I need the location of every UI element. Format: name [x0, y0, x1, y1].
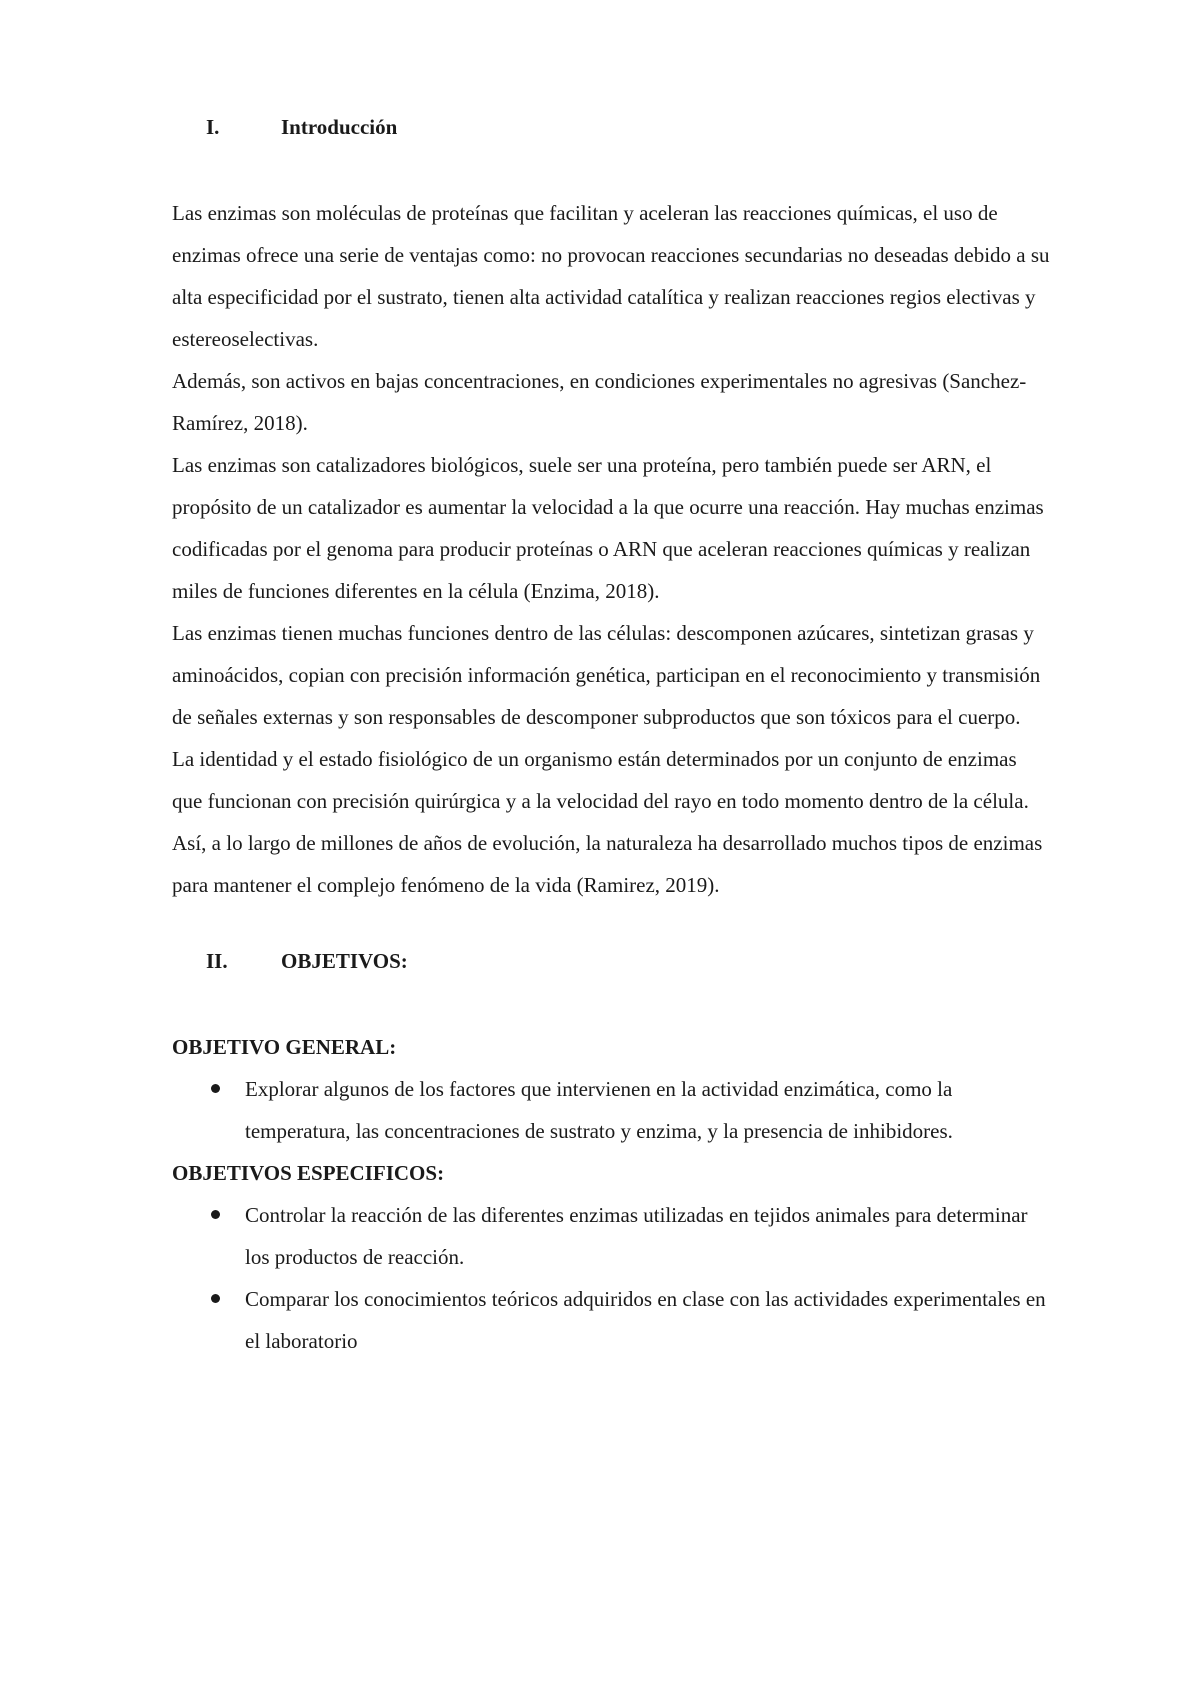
- bullet-icon: [211, 1210, 220, 1219]
- bullet-icon: [211, 1084, 220, 1093]
- section-heading-introduccion: [172, 112, 1052, 142]
- general-objective-heading: OBJETIVO GENERAL:: [172, 1035, 397, 1059]
- section-heading-objetivos: [172, 946, 1052, 976]
- paragraph: Además, son activos en bajas concentraciones, en condiciones experimentales no agresivas (Sanchez- Ramírez, 2018).: [172, 369, 1027, 435]
- introduction-text: [172, 192, 1052, 906]
- general-objective-list: [172, 1068, 1052, 1152]
- list-item-text: Controlar la reacción de las diferentes enzimas utilizadas en tejidos animales para determinar los productos de reacción.: [245, 1203, 1028, 1269]
- paragraph: Las enzimas tienen muchas funciones dentro de las células: descomponen azúcares, sintetizan grasas y aminoácidos, copian con precisión información genética, participan en el reconocimiento y transmisión de señales externas y son responsables de descomponer subproductos que son tóxicos para el cuerpo.: [172, 621, 1041, 729]
- paragraph: La identidad y el estado fisiológico de un organismo están determinados por un conjunto de enzimas que funcionan con precisión quirúrgica y a la velocidad del rayo en todo momento dentro de la célula.: [172, 747, 1029, 813]
- section-title: OBJETIVOS:: [281, 949, 408, 973]
- section-number: II.: [206, 949, 228, 973]
- section-title: Introducción: [281, 115, 398, 139]
- list-item: [172, 1068, 1052, 1152]
- document-body: [172, 112, 1052, 1362]
- specific-objectives-list: [172, 1194, 1052, 1362]
- section-number: I.: [206, 115, 220, 139]
- paragraph: Así, a lo largo de millones de años de evolución, la naturaleza ha desarrollado muchos tipos de enzimas para mantener el complejo fenómeno de la vida (Ramirez, 2019).: [172, 831, 1043, 897]
- bullet-icon: [211, 1294, 220, 1303]
- list-item-text: Comparar los conocimientos teóricos adquiridos en clase con las actividades experimentales en el laboratorio: [245, 1287, 1046, 1353]
- paragraph: Las enzimas son moléculas de proteínas que facilitan y aceleran las reacciones químicas, el uso de enzimas ofrece una serie de ventajas como: no provocan reacciones secundarias no deseadas debido a su alta especificidad por el sustrato, tienen alta actividad catalítica y realizan reacciones regios electivas y estereoselectivas.: [172, 201, 1050, 351]
- paragraph: Las enzimas son catalizadores biológicos, suele ser una proteína, pero también puede ser ARN, el propósito de un catalizador es aumentar la velocidad a la que ocurre una reacción. Hay muchas enzimas codificadas por el genoma para producir proteínas o ARN que aceleran reacciones químicas y realizan miles de funciones diferentes en la célula (Enzima, 2018).: [172, 453, 1044, 603]
- list-item: [172, 1278, 1052, 1362]
- specific-objectives-heading: OBJETIVOS ESPECIFICOS:: [172, 1161, 445, 1185]
- list-item: [172, 1194, 1052, 1278]
- list-item-text: Explorar algunos de los factores que intervienen en la actividad enzimática, como la temperatura, las concentraciones de sustrato y enzima, y la presencia de inhibidores.: [245, 1077, 953, 1143]
